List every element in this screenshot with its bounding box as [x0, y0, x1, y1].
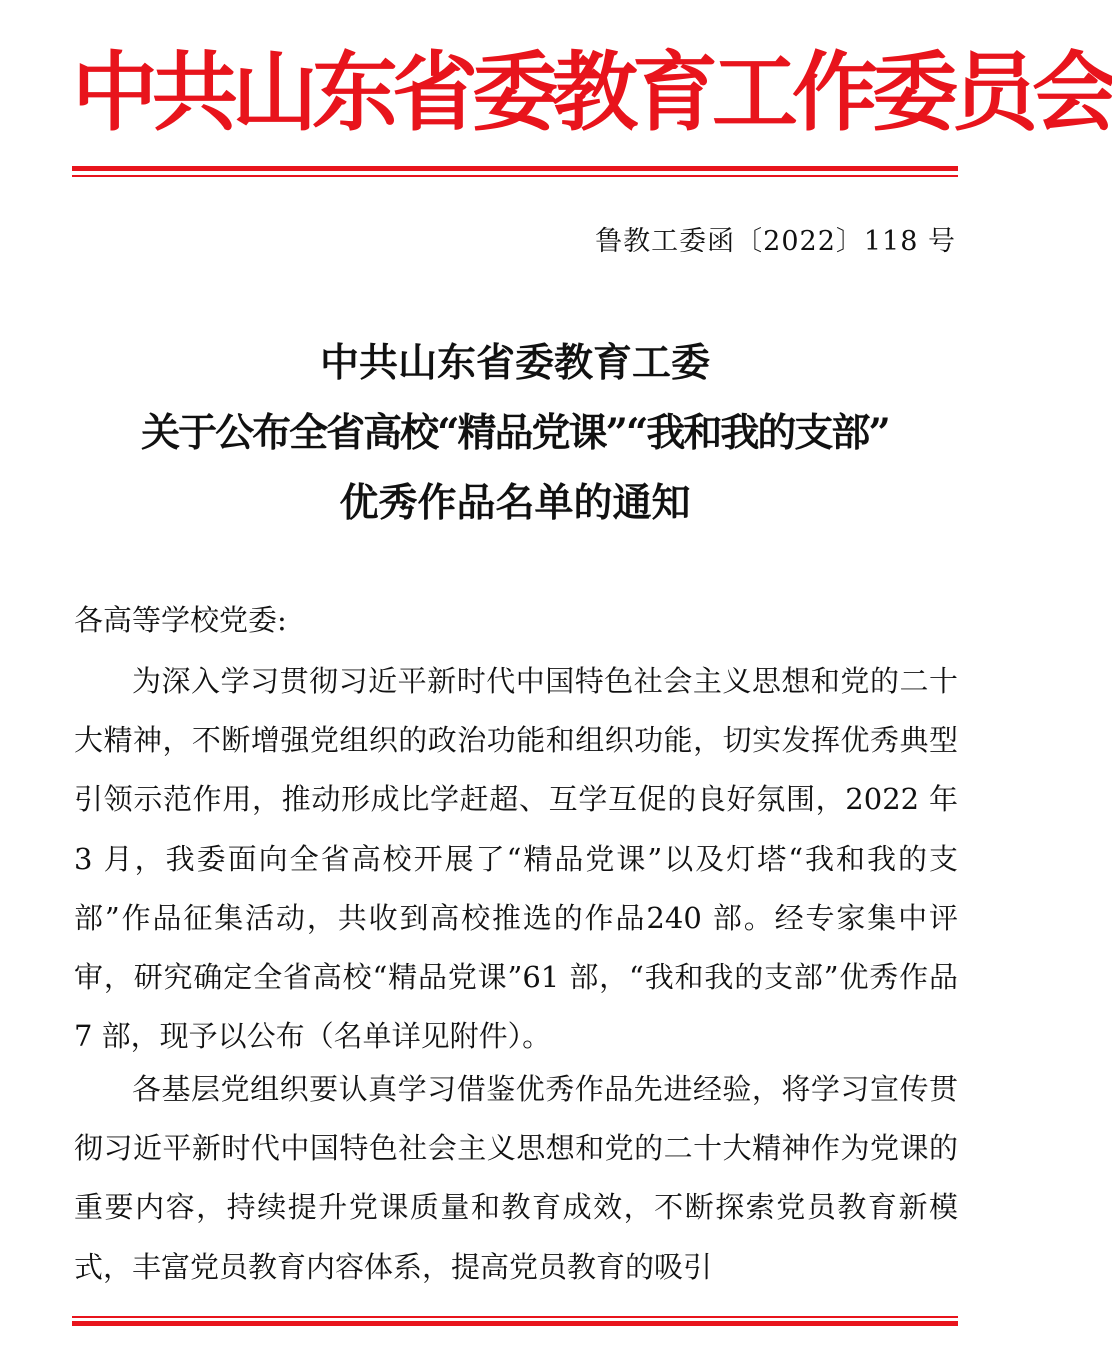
- document-title-line-2: 关于公布全省高校“精品党课”“我和我的支部”: [141, 410, 889, 456]
- document-number: 鲁教工委函〔2022〕118 号: [595, 226, 956, 257]
- document-title-line-1: 中共山东省委教育工委: [319, 340, 710, 386]
- letterhead-rule-thick: [72, 166, 958, 171]
- document-title-line-3: 优秀作品名单的通知: [339, 480, 691, 526]
- addressee: 各高等学校党委:: [74, 603, 287, 637]
- letterhead-rule-thin: [72, 175, 958, 177]
- footer-rule-thin: [72, 1316, 958, 1318]
- letterhead-title: 中共山东省委教育工作委员会: [72, 43, 1112, 143]
- document-title: [40, 328, 990, 538]
- body-paragraph-2: 各基层党组织要认真学习借鉴优秀作品先进经验，将学习宣传贯彻习近平新时代中国特色社会主义思想和党的二十大精神作为党课的重要内容，持续提升党课质量和教育成效，不断探索党员教育新模式，丰富党员教育内容体系，提高党员教育的吸引: [74, 1072, 958, 1284]
- body-paragraph-1: 为深入学习贯彻习近平新时代中国特色社会主义思想和党的二十大精神，不断增强党组织的政治功能和组织功能，切实发挥优秀典型引领示范作用，推动形成比学赶超、互学互促的良好氛围，2022 年 3 月，我委面向全省高校开展了“精品党课”以及灯塔“我和我的支部”作品征集活动，共收到高校推选的作品240 部。经专家集中评审，研究确定全省高校“精品党课”61 部，“我和我的支部”优秀作品 7 部，现予以公布（名单详见附件）。: [74, 664, 958, 1054]
- footer-rule-thick: [72, 1321, 958, 1326]
